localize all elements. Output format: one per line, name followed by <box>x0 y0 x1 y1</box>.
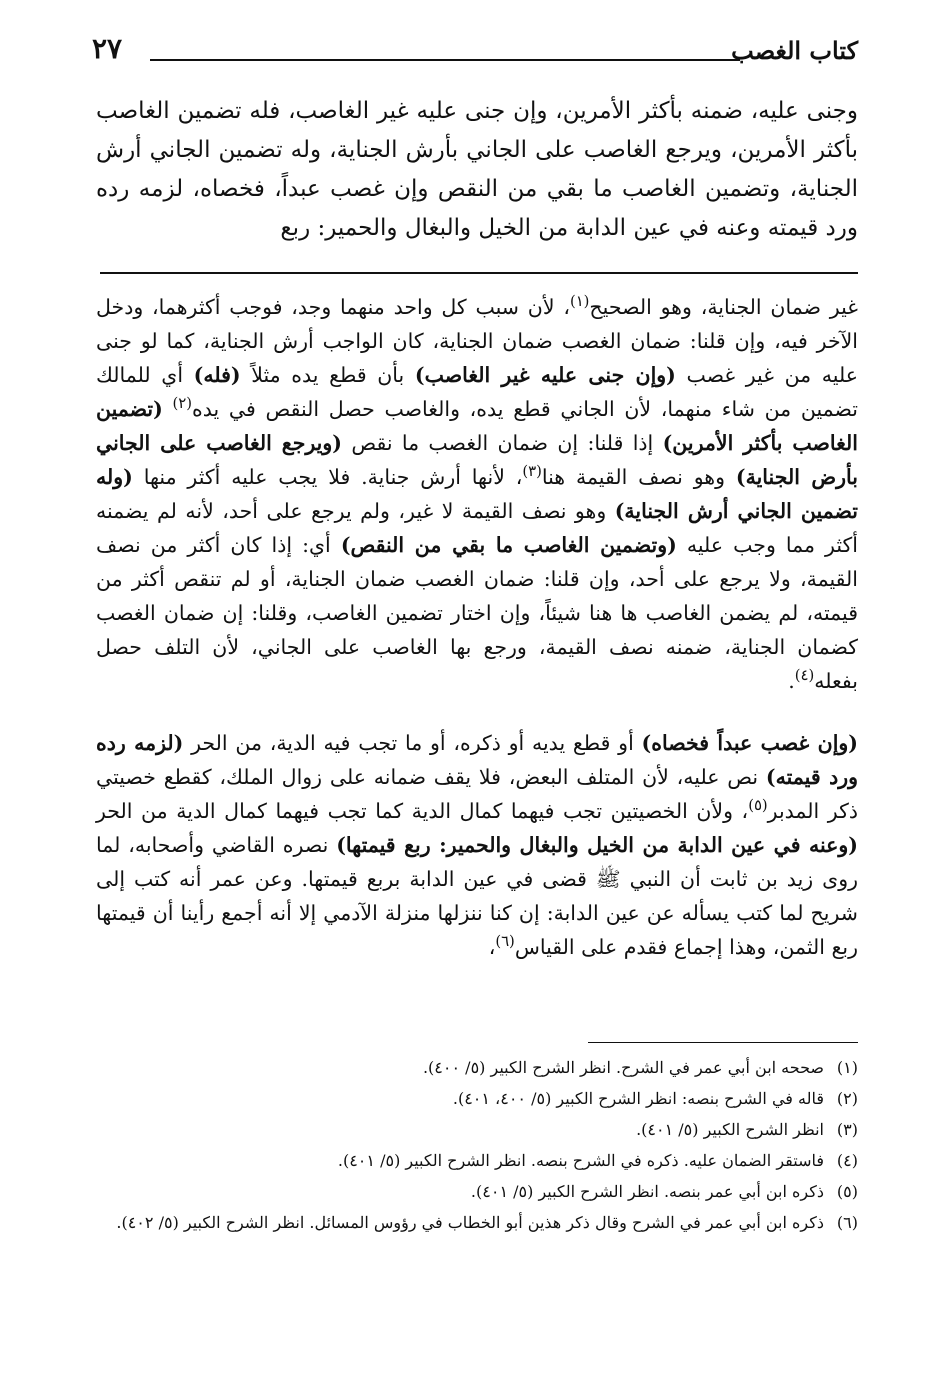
chapter-title: كتاب الغصب <box>731 36 858 65</box>
quoted-matn: (وله تضمين الجاني أرش الجناية) <box>96 465 858 523</box>
footnote-ref-4: (٤) <box>794 667 815 685</box>
footnote-text: صححه ابن أبي عمر في الشرح. انظر الشرح الكبير (٥/ ٤٠٠). <box>422 1058 824 1077</box>
footnote-ref-5: (٥) <box>748 797 768 815</box>
text-run: غير ضمان الجناية، وهو الصحيح <box>589 295 858 319</box>
text-run: ، <box>488 935 496 959</box>
footnote-1 <box>96 1052 858 1083</box>
text-run: بأن قطع يده مثلاً <box>240 363 415 387</box>
footnote-ref-3: (٣) <box>522 463 542 481</box>
text-run: نصره القاضي وأصحابه، لما روى زيد بن ثابت أن النبي ﷺ قضى في عين الدابة بربع قيمتها. وعن عمر أنه كتب إلى شريح لما كتب يسأله عن عين الدابة: إن كنا ننزلها منزلة الآدمي إلا أنه أجمع رأينا أن قيمتها ربع الثمن، وهذا إجماع فقدم على القياس <box>96 833 858 959</box>
quoted-matn: (فله) <box>193 363 241 387</box>
footnote-5 <box>96 1176 858 1207</box>
quoted-matn: (ويرجع الغاصب على الجاني بأرض الجناية) <box>96 431 859 489</box>
footnote-divider <box>588 1042 858 1043</box>
text-run: نص عليه، لأن المتلف البعض، فلا يقف ضمانه على زوال الملك، كقطع خصيتي ذكر المدبر <box>96 765 858 823</box>
footnote-text: فاستقر الضمان عليه. ذكره في الشرح بنصه. انظر الشرح الكبير (٥/ ٤٠١). <box>337 1151 824 1170</box>
text-run: ، ولأن الخصيتين تجب فيهما كمال الدية كما تجب فيهما كمال الدية من الحر <box>96 799 749 823</box>
text-run: ، لأن سبب كل واحد منهما وجد، فوجب أكثرهما، ودخل الآخر فيه، وإن قلنا: ضمان الغصب ضمان الجناية، كان الواجب أرش الجناية، كما لو جنى عليه من غير غصب <box>96 295 858 387</box>
footnote-6 <box>96 1207 858 1238</box>
footnote-ref-6: (٦) <box>495 933 515 951</box>
footnote-text: انظر الشرح الكبير (٥/ ٤٠١). <box>636 1120 824 1139</box>
footnote-text: ذكره ابن أبي عمر بنصه. انظر الشرح الكبير (٥/ ٤٠١). <box>470 1182 824 1201</box>
text-run: . <box>788 669 795 693</box>
commentary <box>96 290 858 964</box>
footnote-text: ذكره ابن أبي عمر في الشرح وقال ذكر هذين أبو الخطاب في رؤوس المسائل. انظر الشرح الكبير (٥/ ٤٠٢). <box>116 1213 824 1232</box>
footnote-3 <box>96 1114 858 1145</box>
footnote-number: (٣) <box>836 1120 858 1139</box>
quoted-matn: (تضمين الغاصب بأكثر الأمرين) <box>96 397 858 455</box>
text-run: وهو نصف القيمة هنا <box>541 465 736 489</box>
commentary-paragraph-2 <box>96 726 858 964</box>
text-run: أو قطع يديه أو ذكره، أو ما تجب فيه الدية، من الحر <box>183 731 642 755</box>
text-run <box>163 397 173 421</box>
footnote-number: (٦) <box>836 1213 858 1232</box>
footnote-ref-2: (٢) <box>172 395 192 413</box>
header-rule <box>150 59 740 61</box>
text-run: ، لأنها أرش جناية. فلا يجب عليه أكثر منها <box>132 465 523 489</box>
footnote-number: (٥) <box>836 1182 858 1201</box>
text-run: إذا قلنا: إن ضمان الغصب ما نقص <box>342 431 663 455</box>
text-run: أي للمالك تضمين من شاء منهما، لأن الجاني قطع يده، والغاصب حصل النقص في يده <box>96 363 858 421</box>
text-run: وهو نصف القيمة لا غير، ولم يرجع على أحد، لأنه لم يضمنه أكثر مما وجب عليه <box>96 499 858 557</box>
main-text-paragraph: وجنى عليه، ضمنه بأكثر الأمرين، وإن جنى عليه غير الغاصب، فله تضمين الغاصب بأكثر الأمرين، ويرجع الغاصب على الجاني بأرش الجناية، وله تضمين الجاني أرش الجناية، وتضمين الغاصب ما بقي من النقص وإن غصب عبداً، فخصاه، لزمه رده ورد قيمته وعنه في عين الدابة من الخيل والبغال والحمير: ربع <box>96 98 858 241</box>
footnote-number: (٢) <box>836 1089 858 1108</box>
quoted-matn: (لزمه رده ورد قيمته) <box>96 731 858 789</box>
quoted-matn: (وتضمين الغاصب ما بقي من النقص) <box>340 533 677 557</box>
footnote-ref-1: (١) <box>569 293 590 311</box>
footnote-4 <box>96 1145 858 1176</box>
commentary-paragraph-1 <box>96 290 858 698</box>
footnote-number: (٤) <box>836 1151 858 1170</box>
footnote-text: قاله في الشرح بنصه: انظر الشرح الكبير (٥/ ٤٠٠، ٤٠١). <box>452 1089 824 1108</box>
main-text-divider <box>100 272 858 274</box>
quoted-matn: (وعنه في عين الدابة من الخيل والبغال والحمير: ربع قيمتها) <box>336 833 858 857</box>
page-number: ٢٧ <box>92 32 123 65</box>
quoted-matn: (وإن جنى عليه غير الغاصب) <box>414 363 676 387</box>
footnote-2 <box>96 1083 858 1114</box>
footnote-number: (١) <box>836 1058 858 1077</box>
page-header <box>92 30 858 70</box>
text-run: أي: إذا كان أكثر من نصف القيمة، ولا يرجع على أحد، وإن قلنا: ضمان الغصب ضمان الجناية، أو لم تنقص أكثر من قيمته، لم يضمن الغاصب ها هنا شيئاً، وإن اختار تضمين الغاصب، وقلنا: إن ضمان الغصب كضمان الجناية، ضمنه نصف القيمة، ورجع بها الغاصب على الجاني، لأن التلف حصل بفعله <box>96 533 858 693</box>
main-text <box>96 92 858 248</box>
footnotes <box>96 1052 858 1238</box>
quoted-matn: (وإن غصب عبداً فخصاه) <box>641 731 858 755</box>
